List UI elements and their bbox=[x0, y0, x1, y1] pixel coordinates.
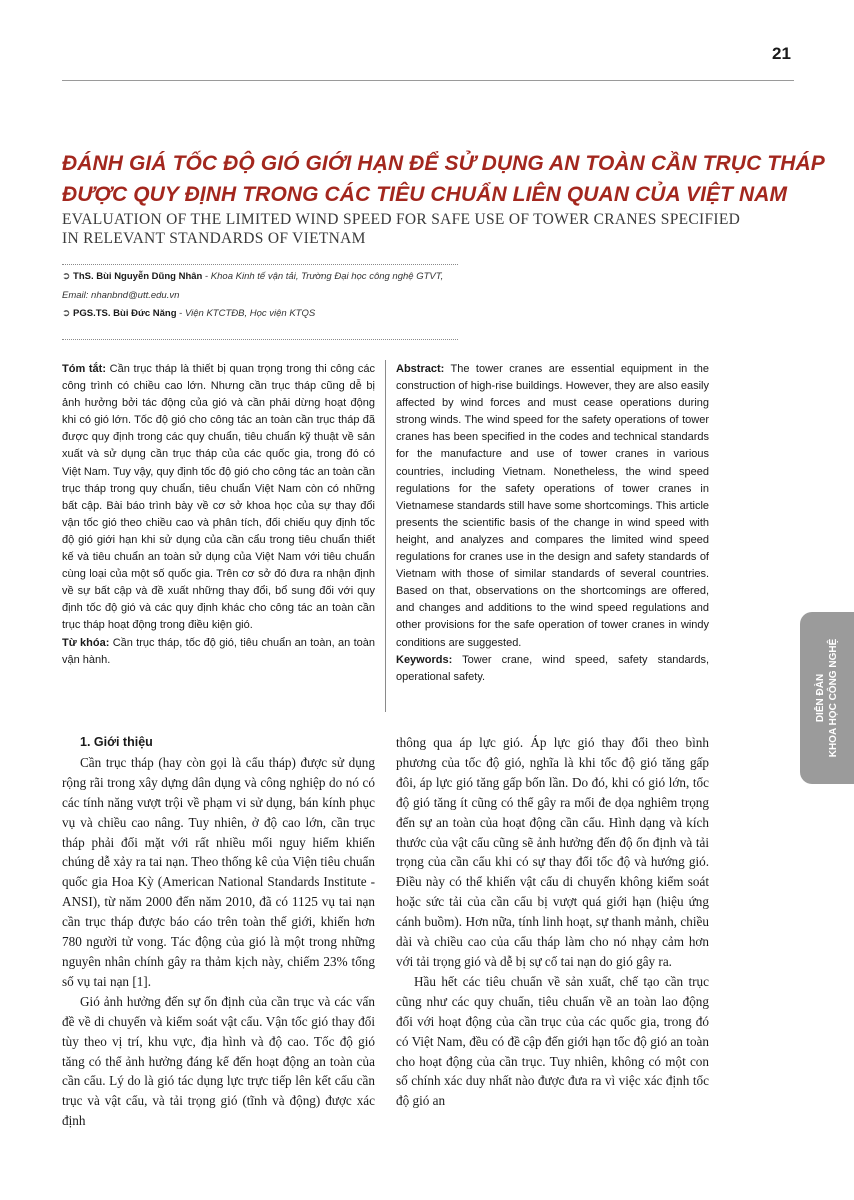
paragraph: thông qua áp lực gió. Áp lực gió thay đổi theo bình phương của tốc độ gió, nghĩa là khi tốc độ gió tăng gấp đôi, áp lực gió tăng gấp bốn lần. Do đó, khi có gió lớn, tốc độ gió tăng ít cũng có thể gây ra mối đe dọa nghiêm trọng đến sự an toàn của hoạt động cần cẩu. Hình dạng và kích thước của vật cẩu cũng sẽ ảnh hưởng đến độ ổn định và tải trọng của cần cẩu khi có sự thay đổi tốc độ và hướng gió. Điều này có thể khiến vật cẩu di chuyển không kiểm soát hoặc sức tải của cần cẩu bị vượt quá giới hạn (hiệu ứng cánh buồm). Hơn nữa, tính linh hoạt, sự thanh mảnh, chiều dài và chiều cao của cẩu tháp làm cho nó nhạy cảm hơn với tải trọng gió và dễ bị sự cố tai nạn do gió gây ra. bbox=[396, 735, 709, 969]
author-2-name: PGS.TS. Bùi Đức Năng bbox=[73, 308, 177, 319]
side-tab-label bbox=[814, 639, 840, 758]
subtitle-line-1: EVALUATION OF THE LIMITED WIND SPEED FOR SAFE USE OF TOWER CRANES SPECIFIED bbox=[62, 211, 741, 228]
abstract-en-label: Abstract: bbox=[396, 363, 445, 375]
side-tab-line-2: KHOA HỌC CÔNG NGHỆ bbox=[828, 638, 839, 758]
author-1-email bbox=[62, 289, 179, 303]
author-divider-top bbox=[62, 264, 458, 265]
author-2-affiliation: Viện KTCTĐB, Học viện KTQS bbox=[184, 308, 316, 319]
arrow-icon: ➲ bbox=[62, 308, 71, 319]
keywords-en bbox=[396, 652, 709, 686]
keywords-en-text: Tower crane, wind speed, safety standards, operational safety. bbox=[396, 653, 710, 683]
keywords-vi-label: Từ khóa: bbox=[62, 636, 110, 649]
page-number: 21 bbox=[772, 44, 791, 63]
keywords-vi-text: Cần trục tháp, tốc độ gió, tiêu chuẩn an toàn, an toàn vận hành. bbox=[62, 636, 376, 666]
article-subtitle bbox=[62, 210, 782, 248]
arrow-icon: ➲ bbox=[62, 271, 71, 282]
keywords-en-label: Keywords: bbox=[396, 653, 453, 666]
abstract-vietnamese bbox=[62, 361, 375, 669]
paragraph: Hầu hết các tiêu chuẩn về sản xuất, chế tạo cần trục cũng như các quy chuẩn, tiêu chuẩn về an toàn lao động đối với hoạt động của cần trục của các quốc gia, trong đó có Việt Nam, đều có đề cập đến giới hạn tốc độ gió an toàn cho hoạt động của cần trục. Tuy nhiên, không có một con số chính xác duy nhất nào được đưa ra vì việc xác định tốc độ gió an bbox=[396, 973, 709, 1109]
abstract-vi-body bbox=[62, 361, 375, 635]
section-heading: 1. Giới thiệu bbox=[80, 735, 153, 749]
author-1-affiliation: Khoa Kinh tế vận tải, Trường Đại học công nghệ GTVT, bbox=[210, 271, 444, 282]
author-1-name: ThS. Bùi Nguyễn Dũng Nhân bbox=[73, 271, 203, 282]
title-line-2: ĐƯỢC QUY ĐỊNH TRONG CÁC TIÊU CHUẨN LIÊN QUAN CỦA VIỆT NAM bbox=[62, 183, 788, 206]
paragraph: Gió ảnh hưởng đến sự ổn định của cần trục và các vấn đề về di chuyển và kiểm soát vật cẩu. Vận tốc gió thay đổi tùy theo vị trí, khu vực, địa hình và độ cao. Tốc độ gió tăng có thể ảnh hưởng đáng kể đến hoạt động an toàn của cần cẩu. Lý do là gió tác dụng lực trực tiếp lên kết cấu cần trục và vật cẩu, và tải trọng gió (tĩnh và động) được xác định bbox=[62, 993, 375, 1129]
article-title bbox=[62, 148, 825, 210]
paragraph: Cần trục tháp (hay còn gọi là cẩu tháp) được sử dụng rộng rãi trong xây dựng dân dụng và công nghiệp do nó có các tính năng vượt trội về phạm vi sử dụng, bán kính phục vụ và chiều cao nâng. Tuy nhiên, ở độ cao lớn, cần trục tháp phải đối mặt với rất nhiều mối nguy hiểm khiến chúng dễ xảy ra tai nạn. Theo thống kê của Viện tiêu chuẩn quốc gia Hoa Kỳ (American National Standards Institute - ANSI), từ năm 2000 đến năm 2010, đã có 1125 vụ tai nạn cần trục tháp được báo cáo trên toàn thế giới, khiến hơn 780 người tử vong. Tác động của gió là một trong những nguyên nhân chính gây ra thảm kịch này, chiếm 23% tổng số vụ tai nạn [1]. bbox=[62, 754, 375, 989]
side-tab-line-1: DIỄN ĐÀN bbox=[815, 673, 826, 723]
body-column-left bbox=[62, 733, 375, 1131]
keywords-vi bbox=[62, 635, 375, 669]
body-column-right bbox=[396, 733, 709, 1111]
abstract-en-body bbox=[396, 361, 709, 652]
author-1-email-text: Email: nhanbnd@utt.edu.vn bbox=[62, 290, 180, 301]
abstract-vi-label: Tóm tắt: bbox=[62, 363, 106, 375]
author-1: ➲ ThS. Bùi Nguyễn Dũng Nhân - Khoa Kinh tế vận tải, Trường Đại học công nghệ GTVT, bbox=[62, 271, 444, 282]
abstract-column-divider bbox=[385, 360, 386, 712]
author-2: ➲ PGS.TS. Bùi Đức Năng - Viện KTCTĐB, Học viện KTQS bbox=[62, 308, 316, 319]
abstract-english bbox=[396, 361, 709, 686]
title-line-1: ĐÁNH GIÁ TỐC ĐỘ GIÓ GIỚI HẠN ĐỂ SỬ DỤNG AN TOÀN CẦN TRỤC THÁP bbox=[62, 152, 825, 175]
subtitle-line-2: IN RELEVANT STANDARDS OF VIETNAM bbox=[62, 230, 366, 247]
abstract-vi-text: Cần trục tháp là thiết bị quan trọng trong thi công các công trình có chiều cao lớn. Nhưng cần trục tháp cũng dễ bị ảnh hưởng bởi tác động của gió và cần phải dừng hoạt động khi có gió lớn. Tốc độ gió cho công tác an toàn cần trục tháp đã được quy định trong các quy chuẩn, tiêu chuẩn kỹ thuật về sản xuất và sử dụng cần trục tháp của các quốc gia, trong đó có Việt Nam. Tuy vậy, quy định tốc độ gió cho công tác an toàn cần trục tháp trong quy chuẩn, tiêu chuẩn Việt Nam còn có những bất cập. Bài báo trình bày về cơ sở khoa học của sự thay đổi vận tốc gió theo chiều cao và phân tích, đối chiếu quy định tốc độ gió giới hạn khi sử dụng của cần cẩu trong tiêu chuẩn thiết kế và tiêu chuẩn an toàn sử dụng của Việt Nam với tiêu chuẩn cùng loại của một số quốc gia. Trên cơ sở đó đưa ra nhận định về sự bất cập và đề xuất những thay đổi, bổ sung đối với quy định tốc độ gió và các quy định khác cho công tác an toàn cần trục tháp hoạt động trong điều kiện gió. bbox=[62, 363, 375, 632]
abstract-en-text: The tower cranes are essential equipment in the construction of high-rise buildings. However, they are also easily affected by wind forces and must cease operations during strong winds. The wind speed for the safety operations of tower cranes has been specified in the codes and technical standards for the manufacture and use of tower cranes in various countries, including Vietnam. Nonetheless, the wind speed regulations for the safety operations of tower cranes in Vietnamese standards still have some shortcomings. This article presents the scientific basis of the change in wind speed with height, and analyzes and compares the limited wind speed regulations for cranes use in the design and safety standards of Vietnam with those of similar standards of several countries. Based on that, observations on the shortcomings are offered, and changes and additions to the wind speed regulations and other provisions for the safe operation of tower cranes in windy conditions are suggested. bbox=[396, 363, 709, 649]
author-divider-bottom bbox=[62, 339, 458, 340]
header-rule bbox=[62, 80, 794, 81]
